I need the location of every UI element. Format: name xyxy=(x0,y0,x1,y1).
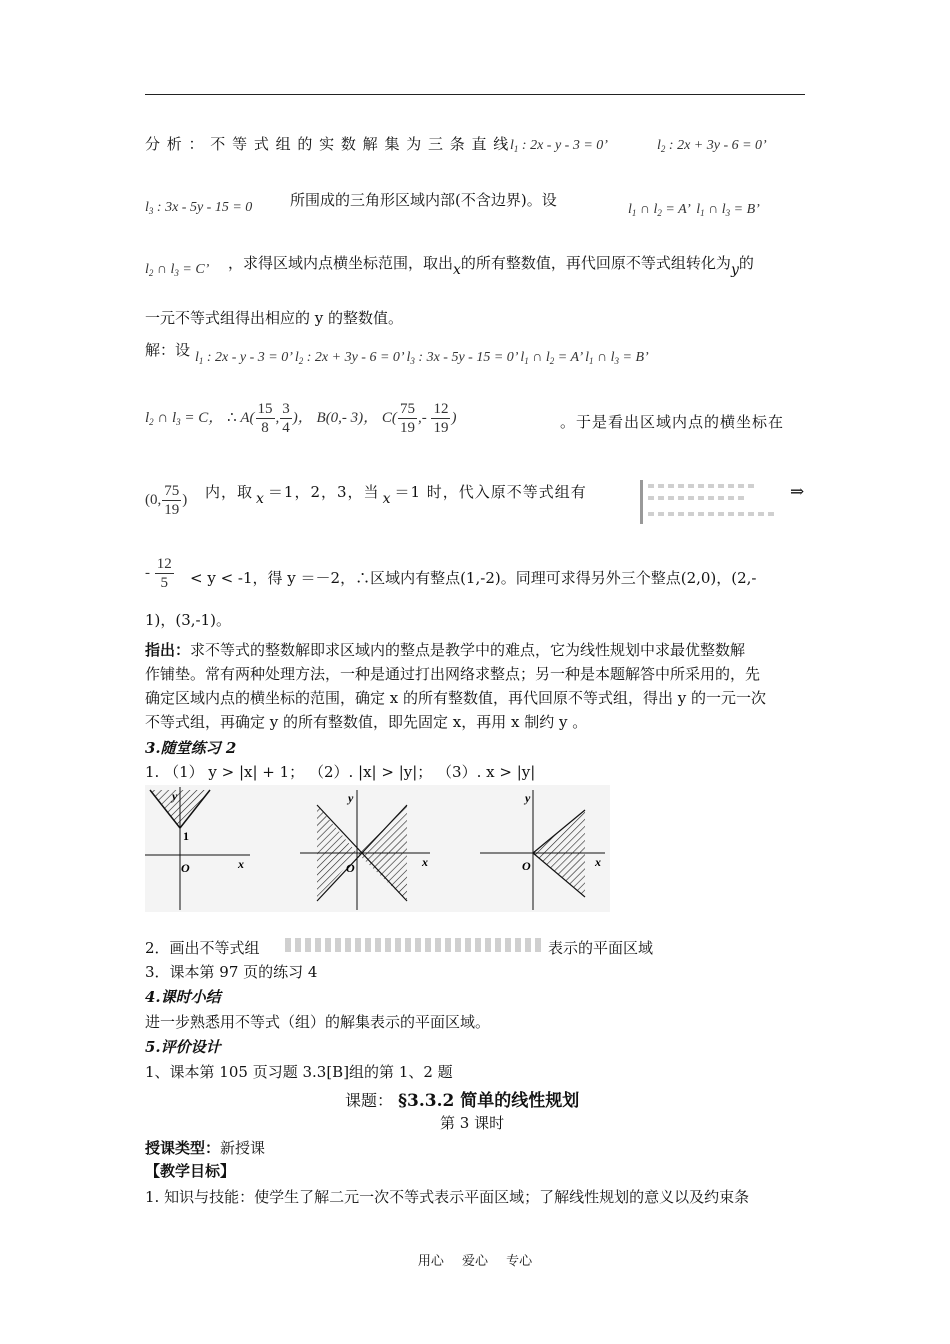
graph-3-y-label: y xyxy=(525,791,531,805)
summary-heading xyxy=(145,987,221,1007)
l3-eq-text: 3x - 5y - 15 = 0 xyxy=(165,200,253,215)
implies-text: ⇒ xyxy=(790,482,805,502)
l2-equation: $l_2$ : 2x + 3y - 6 = 0’ xyxy=(657,138,767,154)
solution-label xyxy=(145,340,190,360)
blur-row xyxy=(648,484,758,488)
header-rule xyxy=(145,94,805,95)
solution-points: $l_2$ ∩ $l_3 = C$， ∴ A( $\frac{15}{8}$ , $\frac{3}{4}$ )， B(0,- 3)， C( $\frac{75}{19}$ ,- $\frac{12}{19}$ ) xyxy=(145,401,457,436)
note-line-4 xyxy=(145,712,587,732)
lesson-title xyxy=(345,1086,579,1111)
note-text-4: 不等式组，再确定 y 的所有整数值，即先固定 x，再用 x 制约 y 。 xyxy=(145,713,588,731)
solution-lines: $l_1$ : 2x - y - 3 = 0’ $l_2$ : 2x + 3y - 6 = 0’ $l_3$ : 3x - 5y - 15 = 0’ $l_1$ ∩ $l_2 = A$’ $l_1$ ∩ $l_3 = B$’ xyxy=(195,350,649,366)
practice-q1 xyxy=(145,762,535,782)
blurred-system-2 xyxy=(285,938,545,952)
lesson-goal-1-text: 1. 知识与技能：使学生了解二元一次不等式表示平面区域；了解线性规划的意义以及约束条 xyxy=(145,1188,750,1206)
graph-1-intercept: 1 xyxy=(183,829,189,843)
evaluation-text-value: 1、课本第 105 页习题 3.3[B]组的第 1、2 题 xyxy=(145,1063,453,1081)
note-text-3: 确定区域内点的横坐标的范围，确定 x 的所有整数值，再代回原不等式组，得出 y 的一元一次 xyxy=(145,689,767,707)
lesson-title-text: §3.3.2 简单的线性规划 xyxy=(398,1091,580,1111)
graph-1-y-label: y xyxy=(172,789,178,803)
result-text-1: < y < -1，得 y ＝－2，∴区域内有整点(1,-2)。同理可求得另外三个整点(2,0)，(2,- xyxy=(190,569,757,587)
graph-1-origin: O xyxy=(181,861,190,875)
graphs-figure xyxy=(145,785,610,915)
evaluation-text xyxy=(145,1062,453,1082)
graph-3-origin: O xyxy=(522,859,531,873)
range-fraction: (0, $\frac{75}{19}$ ) xyxy=(145,483,188,518)
graph-3-x-label: x xyxy=(595,855,601,869)
solution-line-2 xyxy=(560,412,784,432)
lesson-type-label: 授课类型： xyxy=(145,1139,221,1157)
lesson-goals xyxy=(145,1161,235,1181)
practice-heading-text: 3.随堂练习 2 xyxy=(145,739,237,757)
solution-text-1: 。于是看出区域内点的横坐标在 xyxy=(560,413,785,431)
lesson-goals-text: 【教学目标】 xyxy=(145,1162,236,1180)
l2-eq-text: 2x + 3y - 6 = 0 xyxy=(677,138,763,153)
graph-2-origin: O xyxy=(346,861,355,875)
solution-line-4 xyxy=(190,568,757,588)
practice-q1-text: 1. （1） y > |x| + 1； （2）. |x| > |y|； （3）. x > |y| xyxy=(145,763,536,781)
note-line-2 xyxy=(145,664,760,684)
solution-line-5 xyxy=(145,610,231,630)
summary-text-value: 进一步熟悉用不等式（组）的解集表示的平面区域。 xyxy=(145,1013,491,1031)
vals-text: ＝1，2，3，当 xyxy=(267,483,380,501)
footer-text: 用心 爱心 专心 xyxy=(417,1254,533,1269)
note-text-1: 求不等式的整数解即求区域内的整点是教学中的难点，它为线性规划中求最优整数解 xyxy=(190,641,746,659)
evaluation-heading xyxy=(145,1037,221,1057)
lesson-type-value: 新授课 xyxy=(220,1139,266,1157)
var-x: x xyxy=(453,262,461,278)
analysis-line-1 xyxy=(145,134,509,154)
l3-equation: $l_3$ : 3x - 5y - 15 = 0 xyxy=(145,200,253,216)
analysis-line-3 xyxy=(228,253,754,278)
practice-q2-suffix xyxy=(548,938,653,958)
lesson-type xyxy=(145,1138,265,1158)
lesson-goal-1 xyxy=(145,1187,749,1207)
intersection-C: $l_2$ ∩ $l_3 = C$’ xyxy=(145,262,210,278)
note-line-1 xyxy=(145,640,745,660)
graph-1-x-label: x xyxy=(238,857,244,871)
lesson-period xyxy=(440,1113,504,1133)
l1-eq-text: 2x - y - 3 = 0 xyxy=(530,138,604,153)
page-footer xyxy=(0,1250,950,1269)
result-text-2: 1)，(3,-1)。 xyxy=(145,611,232,629)
lesson-period-text: 第 3 课时 xyxy=(440,1114,505,1132)
note-label: 指出： xyxy=(145,641,191,659)
solution-line-3: 内，取 x ＝1，2，3，当 x ＝1 时，代入原不等式组有 xyxy=(205,483,587,507)
note-line-3 xyxy=(145,688,766,708)
practice-q2 xyxy=(145,938,260,958)
blur-row xyxy=(648,512,778,516)
analysis-line-4 xyxy=(145,308,403,328)
analysis-text: 分 析 ： 不 等 式 组 的 实 数 解 集 为 三 条 直 线 xyxy=(145,135,510,153)
practice-q3 xyxy=(145,962,317,982)
graph-2-y-label: y xyxy=(348,791,354,805)
analysis-text-4: 一元不等式组得出相应的 y 的整数值。 xyxy=(145,309,404,327)
analysis-text-3c: 的 xyxy=(738,254,754,272)
practice-q3-text: 3．课本第 97 页的练习 4 xyxy=(145,963,318,981)
practice-heading xyxy=(145,738,236,758)
practice-q2-prefix: 2．画出不等式组 xyxy=(145,939,260,957)
solution-label-text: 解：设 xyxy=(145,341,191,359)
evaluation-heading-text: 5.评价设计 xyxy=(145,1038,221,1056)
neg-fraction: - $\frac{12}{5}$ xyxy=(145,556,172,591)
blurred-system-1 xyxy=(640,480,643,524)
lesson-title-prefix: 课题： xyxy=(345,1091,394,1110)
analysis-line-2 xyxy=(290,190,557,210)
summary-heading-text: 4.课时小结 xyxy=(145,988,221,1006)
intersections-AB: $l_1$ ∩ $l_2 = A$’ $l_1$ ∩ $l_3 = B$’ xyxy=(628,202,760,218)
summary-text xyxy=(145,1012,490,1032)
var-y: y xyxy=(730,262,739,278)
eq1-text: ＝1 时，代入原不等式组有 xyxy=(394,483,587,501)
range-text: 内，取 xyxy=(205,483,254,501)
analysis-text-3b: 的所有整数值，再代回原不等式组转化为 xyxy=(460,254,731,272)
analysis-text-3a: ，求得区域内点横坐标范围，取出 xyxy=(228,254,454,272)
graph-2-x-label: x xyxy=(422,855,428,869)
note-text-2: 作铺垫。常有两种处理方法，一种是通过打出网络求整点；另一种是本题解答中所采用的，先 xyxy=(145,665,761,683)
blur-row xyxy=(648,496,748,500)
implies-symbol xyxy=(790,482,804,502)
analysis-text-2: 所围成的三角形区域内部(不含边界)。设 xyxy=(290,191,557,209)
l1-equation: $l_1$ : 2x - y - 3 = 0’ xyxy=(510,138,608,154)
practice-q2-suffix-text: 表示的平面区域 xyxy=(548,939,654,957)
